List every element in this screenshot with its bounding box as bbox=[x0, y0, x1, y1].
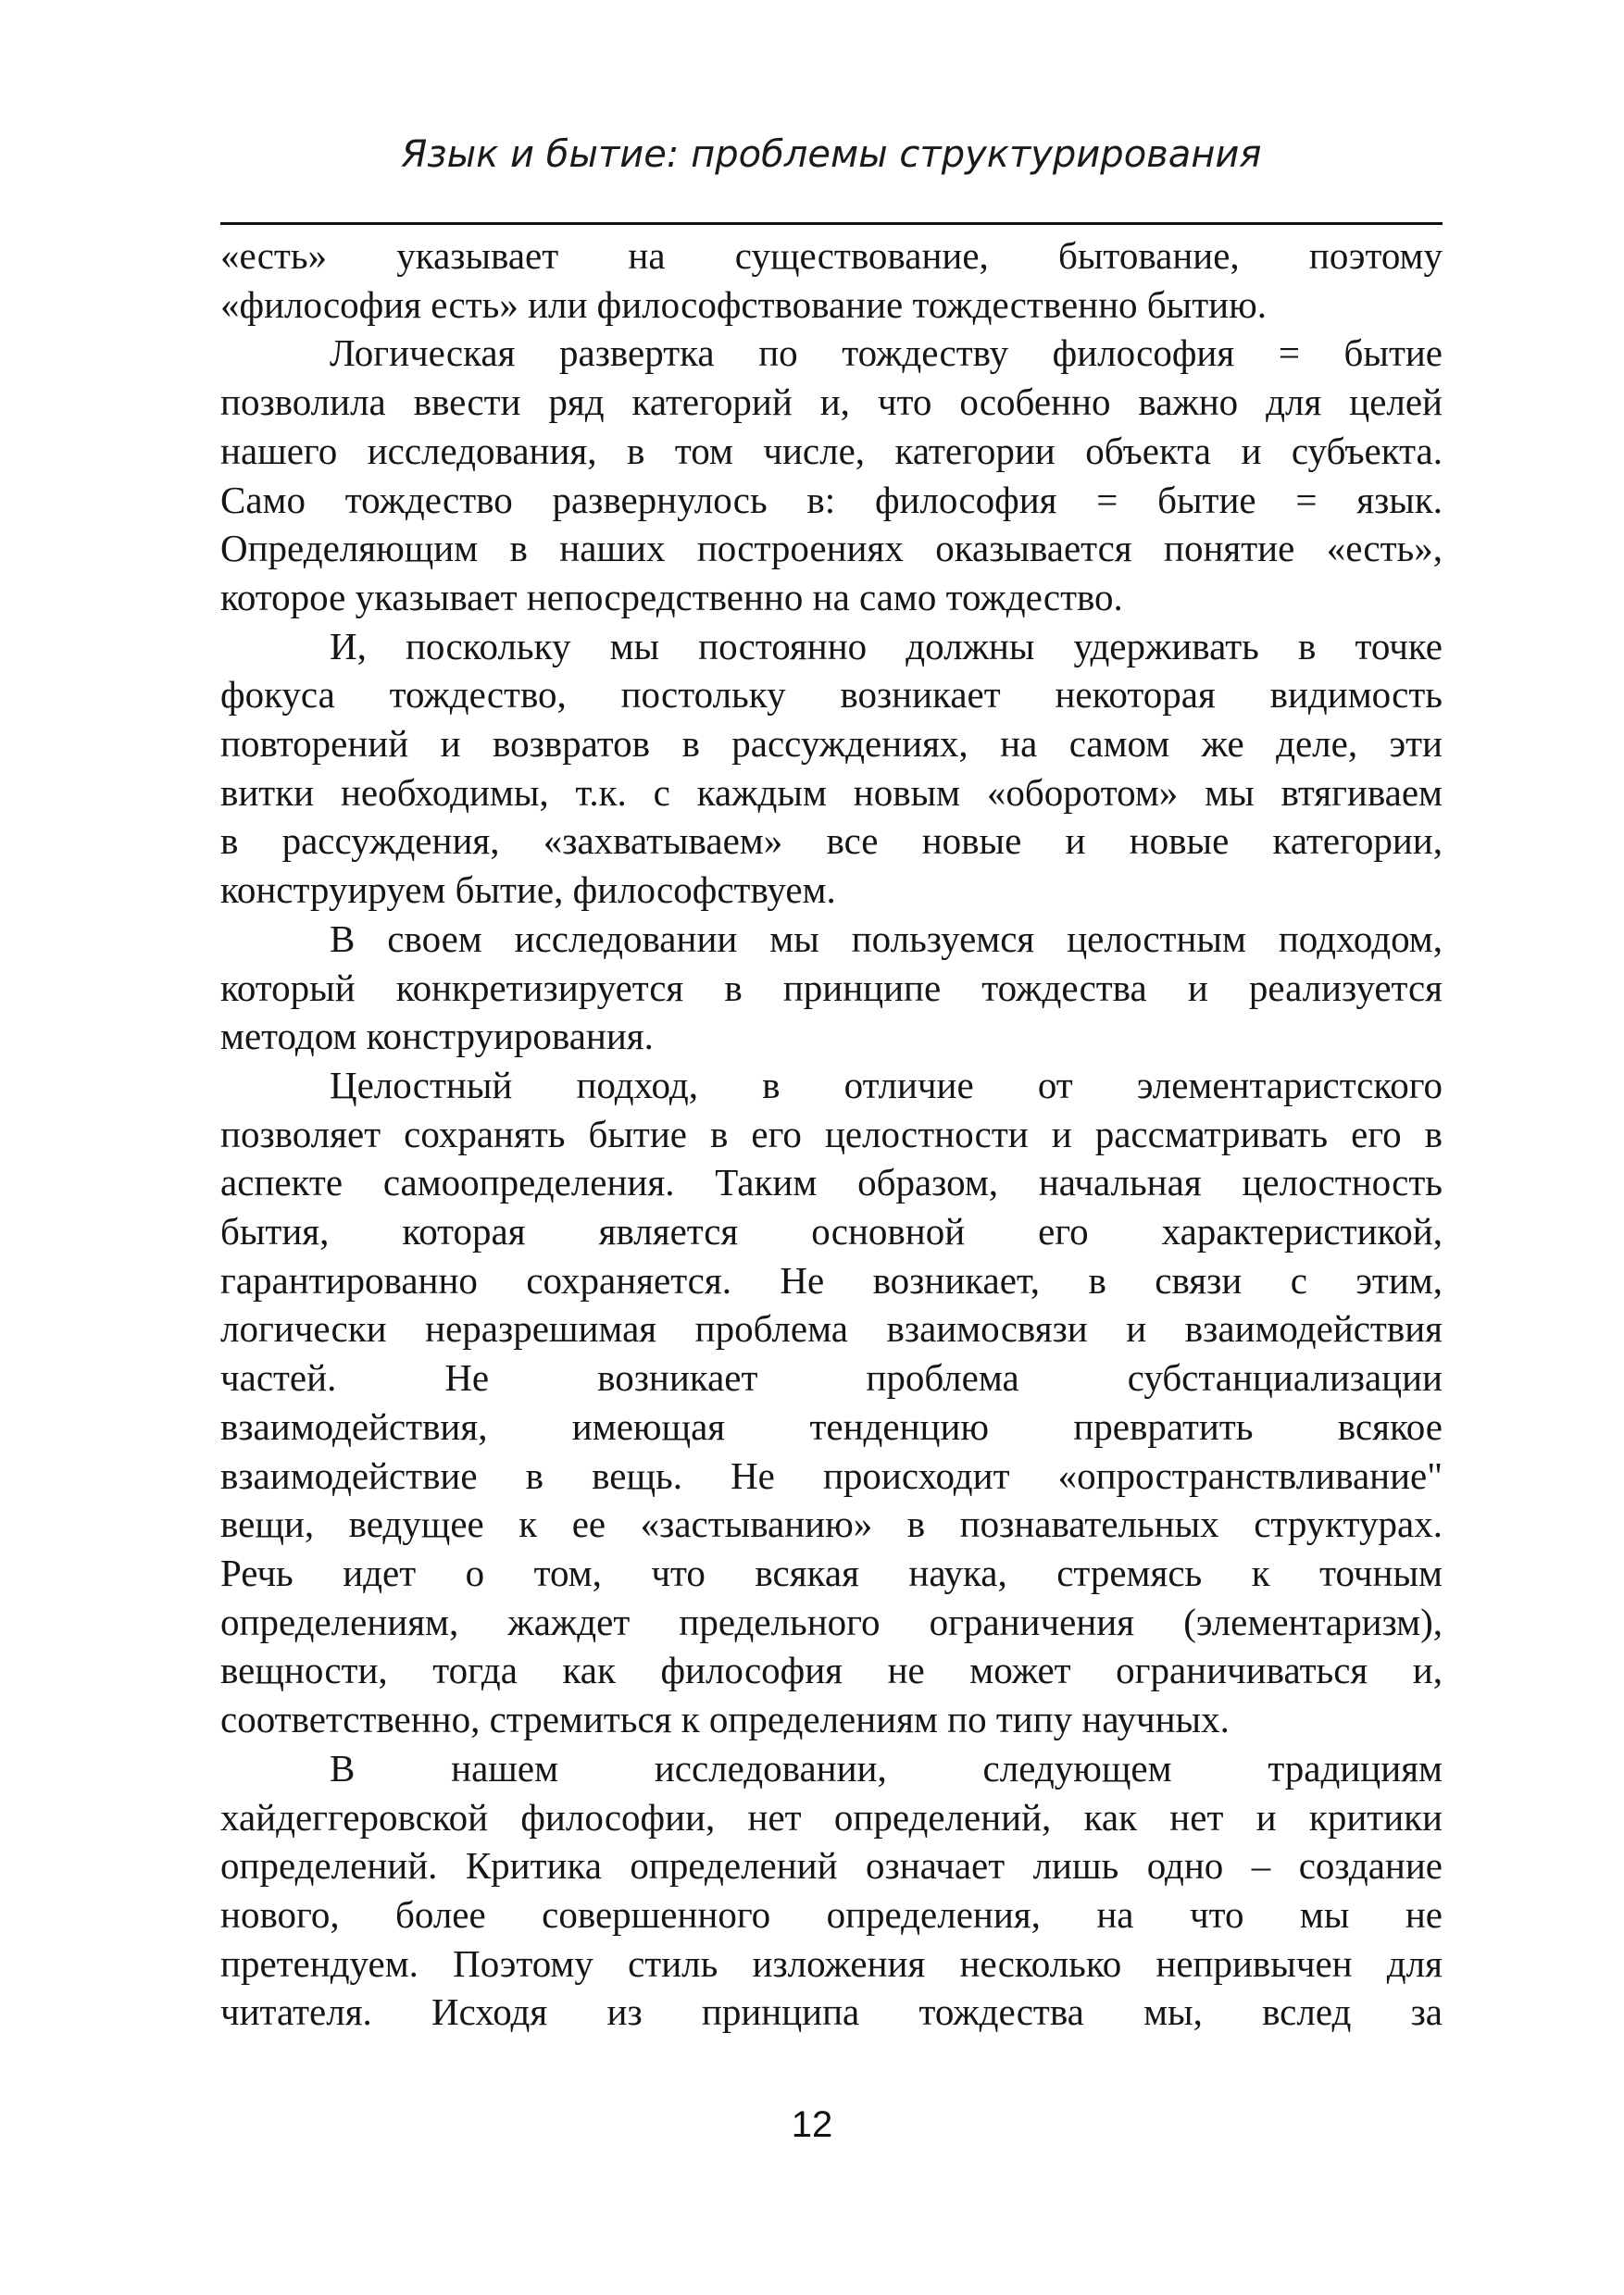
paragraph bbox=[220, 622, 1443, 915]
text-line: которое указывает непосредственно на само тождество. bbox=[220, 575, 1123, 618]
text-line: нового, более совершенного определения, на что мы не bbox=[220, 1892, 1443, 1936]
page-number: 12 bbox=[791, 2104, 833, 2145]
text-line: взаимодействия, имеющая тенденцию превратить всякое bbox=[220, 1404, 1443, 1448]
text-line: В нашем исследовании, следующем традициям bbox=[330, 1746, 1443, 1790]
text-line: хайдеггеровской философии, нет определений, как нет и критики bbox=[220, 1795, 1443, 1839]
text-line: логически неразрешимая проблема взаимосвязи и взаимодействия bbox=[220, 1307, 1443, 1351]
paragraph bbox=[220, 1744, 1443, 2037]
text-line: Логическая развертка по тождеству философия = бытие bbox=[330, 331, 1443, 375]
text-line: повторений и возвратов в рассуждениях, на самом же деле, эти bbox=[220, 722, 1443, 766]
header-rule bbox=[220, 222, 1443, 225]
text-line: «философия есть» или философствование тождественно бытию. bbox=[220, 282, 1267, 326]
text-line: который конкретизируется в принципе тождества и реализуется bbox=[220, 966, 1443, 1009]
text-line: частей. Не возникает проблема субстанциализации bbox=[220, 1356, 1443, 1400]
text-line: аспекте самоопределения. Таким образом, начальная целостность bbox=[220, 1161, 1443, 1204]
text-line: гарантированно сохраняется. Не возникает, в связи с этим, bbox=[220, 1258, 1443, 1302]
text-line: нашего исследования, в том числе, категории объекта и субъекта. bbox=[220, 429, 1443, 472]
text-line: читателя. Исходя из принципа тождества мы, вслед за bbox=[220, 1990, 1443, 2034]
text-line: взаимодействие в вещь. Не происходит «опространствливание" bbox=[220, 1453, 1443, 1497]
body-text bbox=[220, 231, 1443, 2037]
paragraph bbox=[220, 915, 1443, 1061]
text-line: Речь идет о том, что всякая наука, стремясь к точным bbox=[220, 1551, 1443, 1594]
paragraph bbox=[220, 329, 1443, 621]
text-line: фокуса тождество, постольку возникает некоторая видимость bbox=[220, 673, 1443, 717]
text-line: определений. Критика определений означает лишь одно – создание bbox=[220, 1844, 1443, 1888]
text-line: Само тождество развернулось в: философия = бытие = язык. bbox=[220, 478, 1443, 521]
text-line: соответственно, стремиться к определениям по типу научных. bbox=[220, 1698, 1230, 1741]
running-header: Язык и бытие: проблемы структурирования bbox=[401, 133, 1262, 176]
text-line: бытия, которая является основной его характеристикой, bbox=[220, 1210, 1443, 1254]
text-line: в рассуждения, «захватываем» все новые и новые категории, bbox=[220, 819, 1443, 863]
text-line: витки необходимы, т.к. с каждым новым «оборотом» мы втягиваем bbox=[220, 770, 1443, 814]
text-line: претендуем. Поэтому стиль изложения несколько непривычен для bbox=[220, 1941, 1443, 1985]
text-line: В своем исследовании мы пользуемся целостным подходом, bbox=[330, 917, 1443, 960]
text-line: определениям, жаждет предельного ограничения (элементаризм), bbox=[220, 1600, 1443, 1643]
text-line: вещи, ведущее к ее «застыванию» в познавательных структурах. bbox=[220, 1503, 1443, 1546]
text-line: «есть» указывает на существование, бытование, поэтому bbox=[220, 234, 1443, 277]
text-line: И, поскольку мы постоянно должны удерживать в точке bbox=[330, 624, 1443, 667]
paragraph bbox=[220, 1061, 1443, 1744]
text-line: Определяющим в наших построениях оказывается понятие «есть», bbox=[220, 527, 1443, 570]
text-line: позволяет сохранять бытие в его целостности и рассматривать его в bbox=[220, 1112, 1443, 1155]
text-line: позволила ввести ряд категорий и, что особенно важно для целей bbox=[220, 380, 1443, 424]
text-line: конструируем бытие, философствуем. bbox=[220, 868, 836, 912]
text-line: методом конструирования. bbox=[220, 1015, 654, 1058]
paragraph bbox=[220, 231, 1443, 329]
text-line: вещности, тогда как философия не может ограничиваться и, bbox=[220, 1649, 1443, 1692]
text-line: Целостный подход, в отличие от элементаристского bbox=[330, 1063, 1443, 1106]
